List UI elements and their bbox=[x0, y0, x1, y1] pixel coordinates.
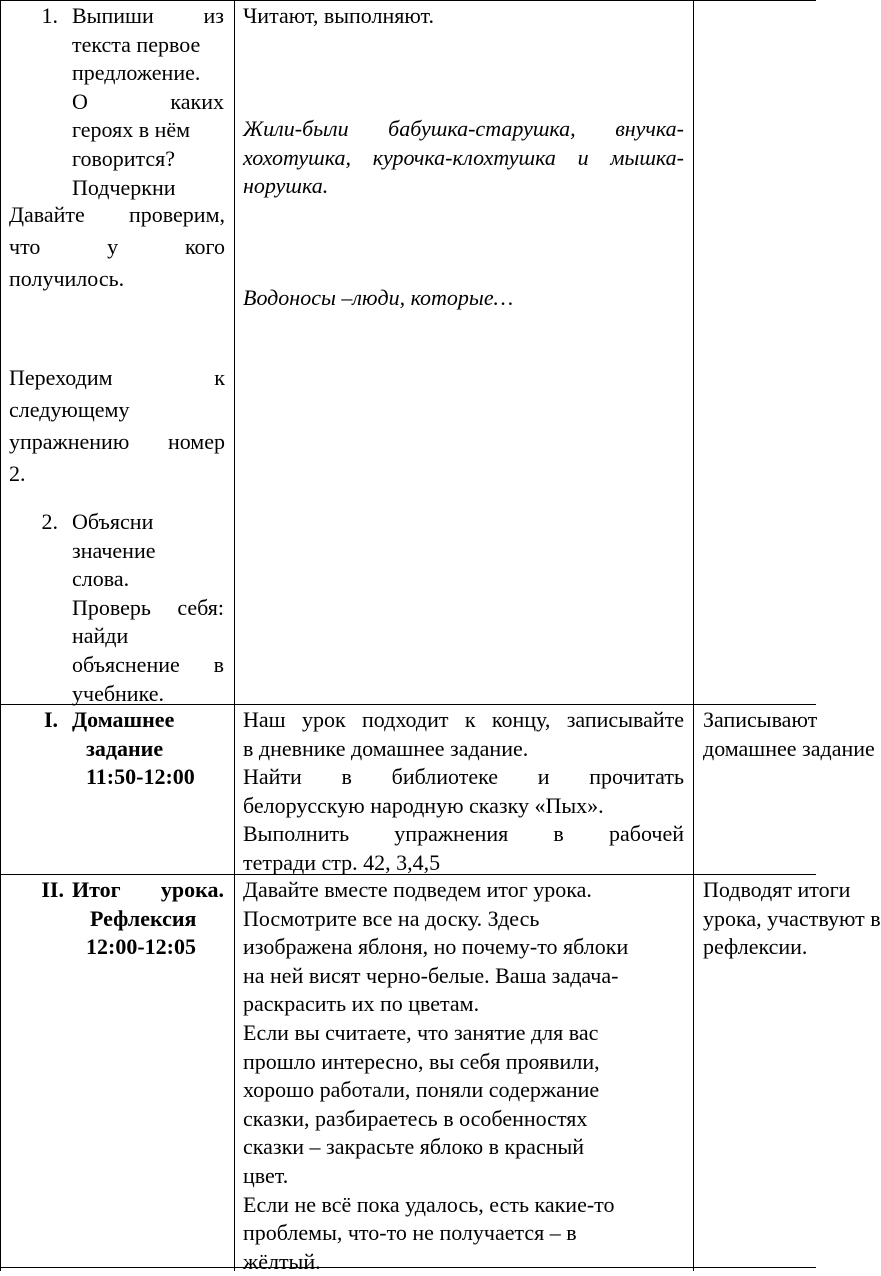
homework-title bbox=[72, 706, 224, 792]
exercise-2-line: значение bbox=[72, 537, 156, 563]
exercise-2-line: Проверь себя: bbox=[72, 594, 224, 620]
reflection-line: раскрасить их по цветам. bbox=[243, 991, 480, 1017]
column-divider-2 bbox=[693, 0, 694, 1271]
sentence-line: хохотушка, курочка-клохтушка и мышка- bbox=[243, 144, 684, 170]
exercise-1-line: героях в нём bbox=[72, 117, 191, 143]
student-activity-line: Записывают bbox=[703, 707, 818, 732]
reflection-line: Посмотрите все на доску. Здесь bbox=[243, 905, 540, 931]
exercise-1-line: предложение. bbox=[72, 60, 201, 86]
next-line: следующему bbox=[9, 397, 130, 422]
exercise-2-line: найди bbox=[72, 623, 129, 649]
exercise-2-line: учебнике. bbox=[72, 680, 164, 706]
student-activity-line: урока, участвуют в bbox=[703, 905, 881, 931]
homework-student-activity bbox=[703, 706, 875, 763]
next-exercise-instruction bbox=[9, 362, 225, 490]
homework-line: Найти в библиотеке и прочитать bbox=[243, 764, 684, 790]
homework-line: белорусскую народную сказку «Пых». bbox=[243, 792, 604, 818]
sentence-line: Жили-были бабушка-старушка, внучка- bbox=[243, 116, 684, 141]
homework-time: 11:50-12:00 bbox=[86, 764, 195, 790]
word-definition-start: Водоносы –люди, которые… bbox=[243, 285, 514, 310]
section-numeral-ii: II. bbox=[41, 877, 64, 902]
homework-instructions bbox=[243, 706, 684, 878]
reflection-line: жёлтый. bbox=[243, 1248, 321, 1274]
exercise-1-number: 1. bbox=[41, 3, 58, 28]
next-line: упражнению номер bbox=[9, 429, 225, 454]
reflection-line: хорошо работали, поняли содержание bbox=[243, 1077, 600, 1103]
exercise-1-line: текста первое bbox=[72, 31, 201, 57]
table-left-border bbox=[0, 0, 1, 1271]
homework-line: в дневнике домашнее задание. bbox=[243, 735, 529, 761]
reflection-line: изображена яблоня, но почему-то яблоки bbox=[243, 934, 629, 960]
summary-title-line: Рефлексия bbox=[90, 905, 197, 931]
student-activity-line: Подводят итоги bbox=[703, 877, 851, 902]
reflection-line: сказки – закрасьте яблоко в красный bbox=[243, 1134, 585, 1160]
summary-time: 12:00-12:05 bbox=[86, 934, 196, 960]
exercise-2-text bbox=[72, 508, 224, 708]
exercise-2-line: Объясни bbox=[72, 509, 154, 534]
exercise-1-line: говорится? bbox=[72, 145, 176, 171]
student-activity-line: рефлексии. bbox=[703, 934, 808, 960]
homework-title-line: Домашнее bbox=[72, 707, 175, 732]
homework-line: тетради стр. 42, 3,4,5 bbox=[243, 849, 441, 875]
reflection-line: Давайте вместе подведем итог урока. bbox=[243, 877, 592, 902]
summary-title bbox=[72, 876, 224, 962]
reflection-line: цвет. bbox=[243, 1162, 289, 1188]
student-activity-line: домашнее задание bbox=[703, 735, 875, 761]
check-instruction bbox=[9, 199, 225, 295]
exercise-1-line: Выпиши из bbox=[72, 3, 224, 28]
students-activity: Читают, выполняют. bbox=[243, 3, 434, 28]
sentence-line: норушка. bbox=[243, 173, 329, 199]
reflection-instructions bbox=[243, 876, 684, 1276]
section-numeral-i: I. bbox=[43, 707, 58, 732]
reflection-line: проблемы, что-то не получается – в bbox=[243, 1220, 577, 1246]
column-divider-1 bbox=[234, 0, 235, 1271]
reflection-line: Если не всё пока удалось, есть какие-то bbox=[243, 1191, 615, 1217]
summary-title-line: Итог урока. bbox=[72, 877, 224, 902]
homework-title-line: задание bbox=[86, 735, 164, 761]
exercise-2-line: слова. bbox=[72, 566, 130, 592]
reflection-line: сказки, разбираетесь в особенностях bbox=[243, 1105, 588, 1131]
check-line: Давайте проверим, bbox=[9, 202, 225, 227]
exercise-1-line: О каких bbox=[72, 88, 224, 114]
next-line: 2. bbox=[9, 461, 26, 486]
reflection-student-activity bbox=[703, 876, 881, 962]
fairy-tale-first-sentence bbox=[243, 115, 684, 201]
next-line: Переходим к bbox=[9, 365, 225, 390]
exercise-2-line: объяснение в bbox=[72, 651, 224, 677]
homework-line: Наш урок подходит к концу, записывайте bbox=[243, 707, 684, 732]
exercise-2-number: 2. bbox=[41, 509, 58, 534]
check-line: получилось. bbox=[9, 266, 125, 291]
reflection-line: на ней висят черно-белые. Ваша задача- bbox=[243, 962, 619, 988]
check-line: что у кого bbox=[9, 234, 225, 259]
homework-line: Выполнить упражнения в рабочей bbox=[243, 821, 684, 847]
exercise-1-text bbox=[72, 2, 224, 202]
reflection-line: прошло интересно, вы себя проявили, bbox=[243, 1048, 600, 1074]
exercise-1-line: Подчеркни bbox=[72, 174, 176, 200]
reflection-line: Если вы считаете, что занятие для вас bbox=[243, 1019, 599, 1045]
